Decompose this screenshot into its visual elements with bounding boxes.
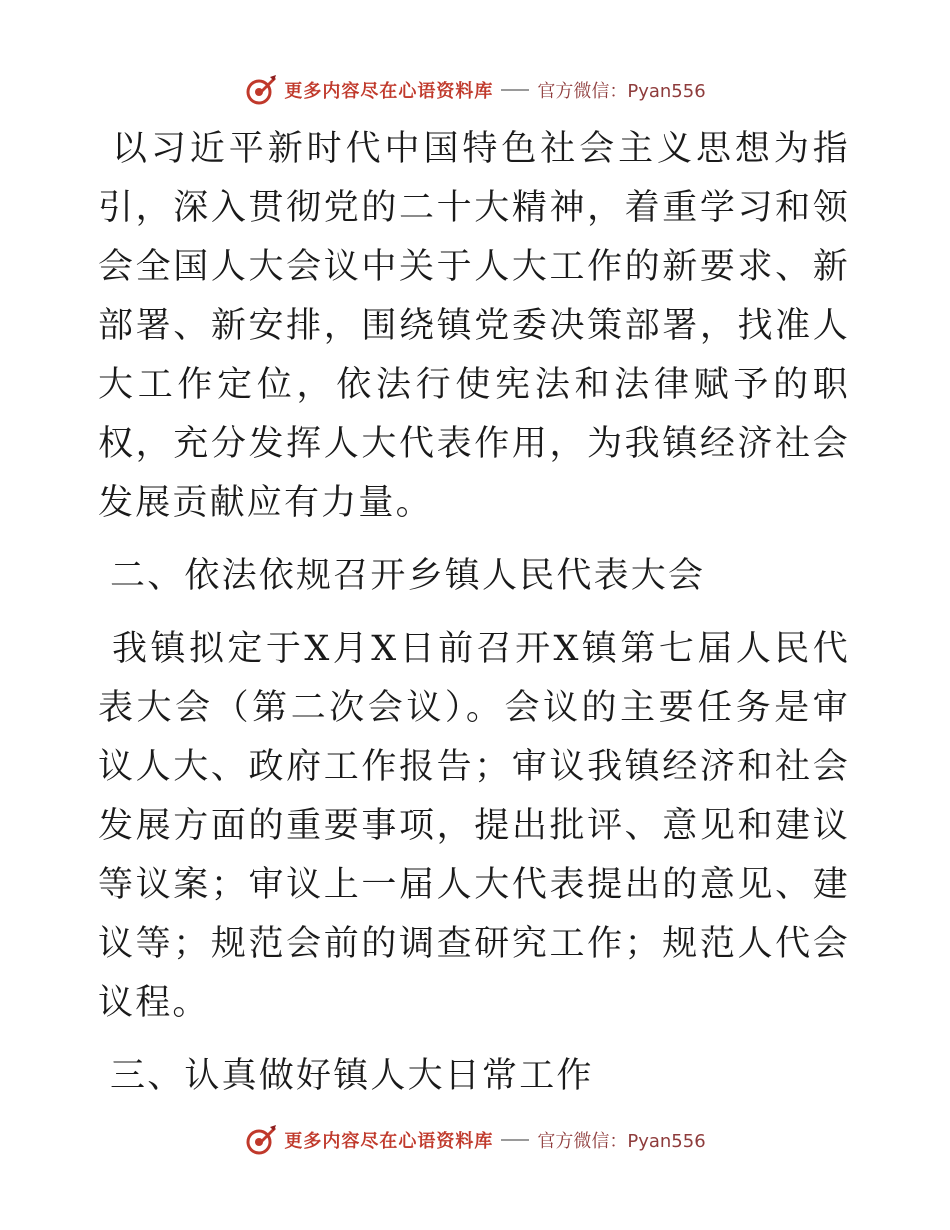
footer-watermark [0,1120,950,1160]
quill-pen-logo-icon [244,73,278,107]
watermark-dash [501,89,529,91]
watermark-contact: 官方微信：Pyan556 [537,1131,706,1152]
watermark-text: 更多内容尽在心语资料库 [284,1131,494,1152]
watermark-contact: 官方微信：Pyan556 [537,81,706,102]
paragraph-gap [98,1033,850,1047]
section-heading-3: 三、认真做好镇人大日常工作 [110,1056,594,1096]
paragraph-2: 我镇拟定于X月X日前召开X镇第七届人民代表大会（第二次会议）。会议的主要任务是审议人大、政府工作报告；审议我镇经济和社会发展方面的重要事项，提出批评、意见和建议等议案；审议上一届人大代表提出的意见、建议等；规范会前的调查研究工作；规范人代会议程。 [98,629,850,1023]
watermark-dash [501,1139,529,1141]
header-watermark [0,70,950,110]
watermark-text: 更多内容尽在心语资料库 [284,81,494,102]
paragraph-gap [98,606,850,620]
quill-pen-logo-icon [244,1123,278,1157]
section-heading-2: 二、依法依规召开乡镇人民代表大会 [110,556,706,596]
document-body [98,120,850,1106]
paragraph-gap [98,533,850,547]
paragraph-1: 以习近平新时代中国特色社会主义思想为指引，深入贯彻党的二十大精神，着重学习和领会全国人大会议中关于人大工作的新要求、新部署、新安排，围绕镇党委决策部署，找准人大工作定位，依法行使宪法和法律赋予的职权，充分发挥人大代表作用，为我镇经济社会发展贡献应有力量。 [98,129,850,523]
